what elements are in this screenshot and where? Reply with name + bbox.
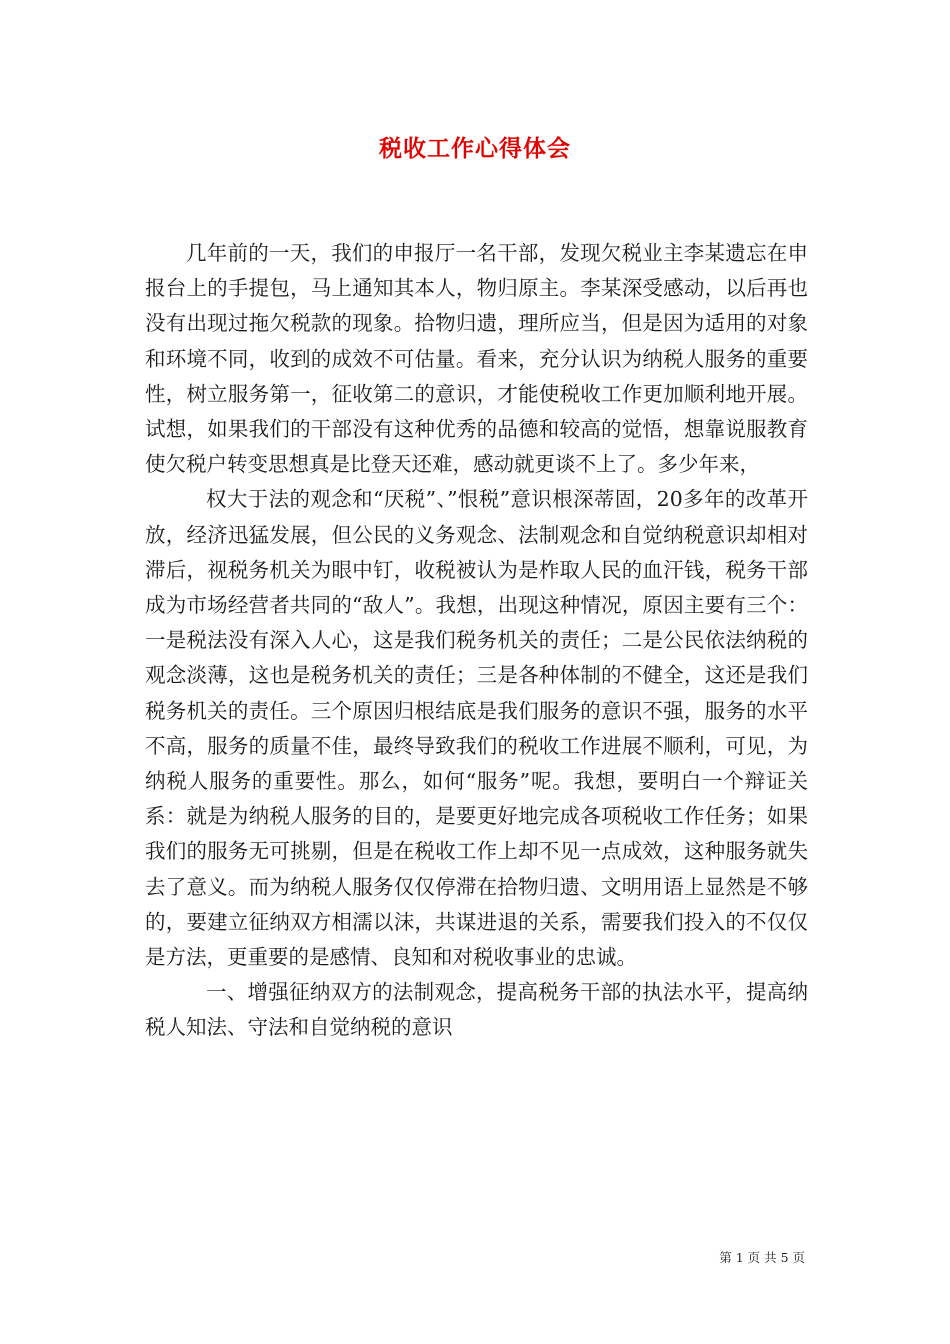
paragraph-2: 权大于法的观念和“厌税”、”恨税”意识根深蒂固，20多年的改革开放，经济迅猛发展，但公民的义务观念、法制观念和自觉纳税意识却相对滞后，视税务机关为眼中钉，收税被认为是柞取人民的血汗钱，税务干部成为市场经营者共同的“敌人”。我想，出现这种情况，原因主要有三个：一是税法没有深入人心，这是我们税务机关的责任；二是公民依法纳税的观念淡薄，这也是税务机关的责任；三是各种体制的不健全，这还是我们税务机关的责任。三个原因归根结底是我们服务的意识不强，服务的水平不高，服务的质量不佳，最终导致我们的税收工作进展不顺利，可见，为纳税人服务的重要性。那么，如何“服务”呢。我想，要明白一个辩证关系：就是为纳税人服务的目的，是要更好地完成各项税收工作任务；如果我们的服务无可挑剔，但是在税收工作上却不见一点成效，这种服务就失去了意义。而为纳税人服务仅仅停滞在拾物归遗、文明用语上显然是不够的，要建立征纳双方相濡以沫，共谋进退的关系，需要我们投入的不仅仅是方法，更重要的是感情、良知和对税收事业的忠诚。 (145, 487, 808, 970)
document-title: 税收工作心得体会 (379, 135, 571, 162)
paragraph-1: 几年前的一天，我们的申报厅一名干部，发现欠税业主李某遗忘在申报台上的手提包，马上通知其本人，物归原主。李某深受感动，以后再也没有出现过拖欠税款的现象。拾物归遗，理所应当，但是因为适用的对象和环境不同，收到的成效不可估量。看来，充分认识为纳税人服务的重要性，树立服务第一，征收第二的意识，才能使税收工作更加顺利地开展。试想，如果我们的干部没有这种优秀的品德和较高的觉悟，想靠说服教育使欠税户转变思想真是比登天还难，感动就更谈不上了。多少年来， (145, 241, 808, 477)
section-heading-1: 一、增强征纳双方的法制观念，提高税务干部的执法水平，提高纳税人知法、守法和自觉纳税的意识 (145, 980, 808, 1040)
document-body (145, 236, 808, 1046)
page-number-footer: 第 1 页 共 5 页 (719, 1250, 805, 1265)
